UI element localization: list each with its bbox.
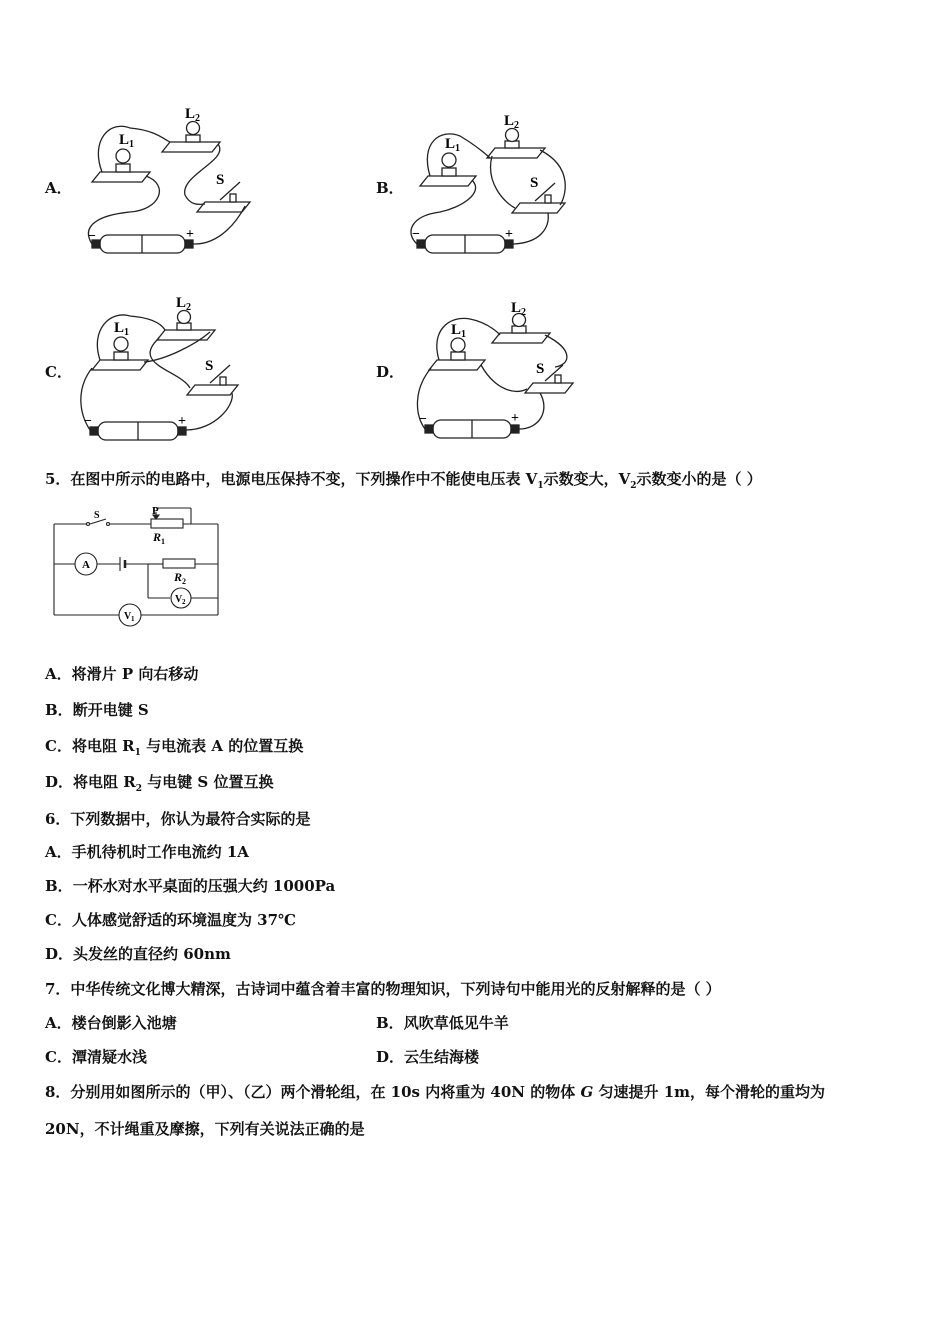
q4-d-l2-sub: 2 bbox=[521, 307, 526, 318]
q5-option-d-text-b: 与电键 S 位置互换 bbox=[141, 773, 274, 791]
q4-c-l1-sub: 1 bbox=[124, 327, 129, 338]
q4-a-l2-sub: 2 bbox=[195, 113, 200, 124]
q4-option-d-diagram[interactable] bbox=[405, 295, 585, 445]
q4-option-a-label[interactable]: A． bbox=[45, 179, 72, 197]
q4-a-plus: + bbox=[186, 227, 194, 242]
q4-c-l2: L bbox=[176, 295, 187, 311]
q5-label-r2: R bbox=[174, 570, 183, 584]
q4-option-b-label[interactable]: B． bbox=[376, 179, 404, 197]
q5-option-c-text-a: 将电阻 R bbox=[71, 737, 135, 755]
q4-a-l2: L bbox=[185, 106, 196, 122]
q5-voltmeter-v2-sub: 2 bbox=[182, 598, 186, 606]
q8-line1-a: 8．分别用如图所示的（甲）、（乙）两个滑轮组，在 10s 内将重为 40N 的物体 bbox=[45, 1083, 581, 1101]
q4-b-l1: L bbox=[445, 136, 456, 152]
q7-option-a-text: 楼台倒影入池塘 bbox=[71, 1014, 177, 1032]
q7-option-d-text: 云生结海楼 bbox=[404, 1048, 480, 1066]
q7-option-c[interactable] bbox=[45, 1047, 147, 1067]
q7-option-c-text: 潭清疑水浅 bbox=[71, 1048, 147, 1066]
q6-option-a-text: 手机待机时工作电流约 1A bbox=[71, 843, 249, 861]
q5-option-d[interactable] bbox=[45, 772, 273, 799]
q5-option-a-text: 将滑片 P 向右移动 bbox=[71, 665, 199, 683]
q4-d-l1: L bbox=[451, 322, 462, 338]
q7-stem: 7．中华传统文化博大精深，古诗词中蕴含着丰富的物理知识，下列诗句中能用光的反射解释的是（ ） bbox=[45, 980, 721, 998]
q5-voltmeter-v1: V bbox=[124, 611, 132, 622]
q5-option-b-label: B． bbox=[45, 701, 73, 719]
q4-d-minus: − bbox=[419, 412, 427, 427]
q5-option-c-label: C． bbox=[45, 737, 72, 755]
q7-option-a[interactable] bbox=[45, 1013, 177, 1033]
q7-option-c-label: C． bbox=[45, 1048, 72, 1066]
q6-option-c-text: 人体感觉舒适的环境温度为 37℃ bbox=[71, 911, 297, 929]
q8-stem-line1 bbox=[45, 1082, 825, 1102]
q7-option-d-label: D． bbox=[376, 1048, 405, 1066]
q6-option-a-label: A． bbox=[45, 843, 72, 861]
q4-b-l2-sub: 2 bbox=[514, 120, 519, 131]
q5-voltmeter-v2: V bbox=[175, 594, 183, 605]
q5-stem-b: 示数变大，V bbox=[543, 470, 631, 488]
q4-c-l2-sub: 2 bbox=[186, 302, 191, 313]
q5-label-r2-sub: 2 bbox=[182, 577, 186, 586]
q5-circuit-diagram bbox=[48, 502, 228, 630]
q4-c-s: S bbox=[205, 358, 214, 374]
q7-option-a-label: A． bbox=[45, 1014, 72, 1032]
q5-voltmeter-v1-sub: 1 bbox=[131, 615, 135, 623]
q5-option-a-label: A． bbox=[45, 665, 72, 683]
q5-label-s: S bbox=[94, 510, 100, 521]
q4-c-minus: − bbox=[84, 414, 92, 429]
q4-option-a-diagram[interactable] bbox=[70, 100, 260, 260]
q4-d-plus: + bbox=[511, 411, 519, 426]
q4-option-c-diagram[interactable] bbox=[70, 290, 250, 450]
q7-option-d[interactable] bbox=[376, 1047, 479, 1067]
q5-option-b-text: 断开电键 S bbox=[72, 701, 149, 719]
q5-option-a[interactable] bbox=[45, 664, 198, 684]
q4-a-s: S bbox=[216, 172, 225, 188]
q4-b-minus: − bbox=[412, 227, 420, 242]
q4-c-plus: + bbox=[178, 414, 186, 429]
q4-b-l1-sub: 1 bbox=[455, 143, 460, 154]
q4-a-l1: L bbox=[119, 132, 130, 148]
q5-option-c-sub: 1 bbox=[134, 748, 141, 758]
q6-stem: 6．下列数据中，你认为最符合实际的是 bbox=[45, 810, 311, 828]
q7-option-b-label: B． bbox=[376, 1014, 404, 1032]
q4-b-plus: + bbox=[505, 227, 513, 242]
q5-stem-c: 示数变小的是（ ） bbox=[636, 470, 762, 488]
q6-option-c[interactable] bbox=[45, 910, 296, 930]
q5-label-p: P bbox=[152, 505, 159, 517]
q4-option-d-label[interactable]: D． bbox=[376, 363, 405, 381]
q5-option-d-text-a: 将电阻 R bbox=[73, 773, 136, 791]
q6-option-b[interactable] bbox=[45, 876, 335, 896]
q4-c-l1: L bbox=[114, 320, 125, 336]
q5-label-r1: R bbox=[153, 530, 162, 544]
q8-line1-b: 匀速提升 1m，每个滑轮的重均为 bbox=[593, 1083, 826, 1101]
q5-option-b[interactable] bbox=[45, 700, 149, 720]
q5-label-r1-sub: 1 bbox=[161, 537, 165, 546]
q5-option-c[interactable] bbox=[45, 736, 303, 763]
q4-b-l2: L bbox=[504, 113, 515, 129]
q4-d-l2: L bbox=[511, 300, 522, 316]
q5-stem-a: 5．在图中所示的电路中，电源电压保持不变，下列操作中不能使电压表 V bbox=[45, 470, 538, 488]
q5-option-d-sub: 2 bbox=[135, 784, 142, 794]
q7-option-b[interactable] bbox=[376, 1013, 509, 1033]
q7-option-b-text: 风吹草低见牛羊 bbox=[403, 1014, 509, 1032]
q4-d-l1-sub: 1 bbox=[461, 329, 466, 340]
q4-option-b-diagram[interactable] bbox=[400, 108, 580, 263]
q5-stem-sub1: 1 bbox=[537, 481, 544, 491]
q4-option-c-label[interactable]: C． bbox=[45, 363, 72, 381]
q4-b-s: S bbox=[530, 175, 539, 191]
q6-option-b-text: 一杯水对水平桌面的压强大约 1000Pa bbox=[72, 877, 336, 895]
q5-ammeter-a: A bbox=[82, 559, 90, 571]
q5-option-d-label: D． bbox=[45, 773, 74, 791]
q6-option-d-label: D． bbox=[45, 945, 74, 963]
q5-stem-sub2: 2 bbox=[630, 481, 637, 491]
q4-a-l1-sub: 1 bbox=[129, 139, 134, 150]
q6-option-d-text: 头发丝的直径约 60nm bbox=[73, 945, 231, 963]
q6-option-b-label: B． bbox=[45, 877, 73, 895]
q6-option-a[interactable] bbox=[45, 842, 249, 862]
q4-a-minus: − bbox=[88, 229, 96, 244]
q6-option-c-label: C． bbox=[45, 911, 72, 929]
q8-stem-line2: 20N，不计绳重及摩擦，下列有关说法正确的是 bbox=[45, 1120, 365, 1138]
q5-stem bbox=[45, 469, 762, 496]
q6-option-d[interactable] bbox=[45, 944, 231, 964]
q4-d-s: S bbox=[536, 361, 545, 377]
q8-line1-g: G bbox=[580, 1083, 594, 1101]
q5-option-c-text-b: 与电流表 A 的位置互换 bbox=[140, 737, 304, 755]
